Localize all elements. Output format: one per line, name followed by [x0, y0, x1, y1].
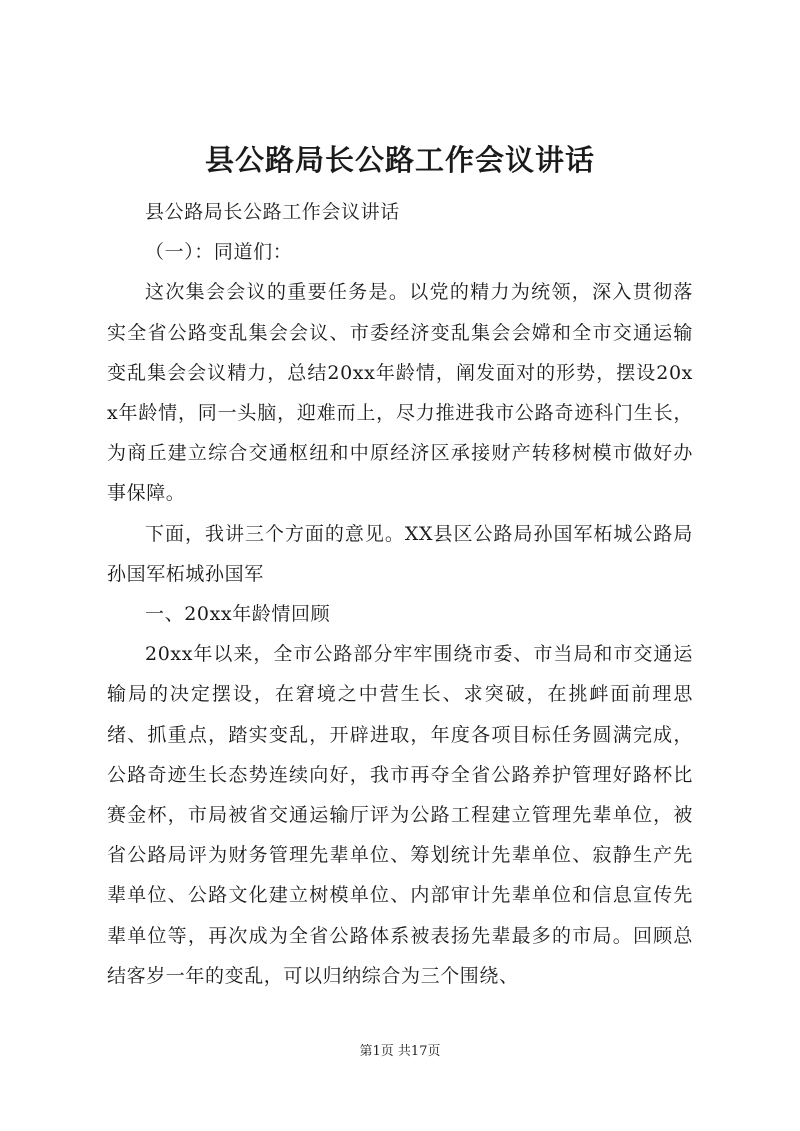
document-title: 县公路局长公路工作会议讲话	[204, 143, 595, 177]
page-footer: 第1页 共17页	[359, 1044, 441, 1059]
paragraph-salutation: （一）：同道们：	[145, 241, 293, 264]
document-body	[107, 192, 693, 996]
paragraph-intro: 这次集会会议的重要任务是。以党的精力为统领，深入贯彻落实全省公路变乱集会会议、市委经济变乱集会会嫦和全市交通运输变乱集会会议精力，总结20xx年龄情，阐发面对的形势，摆设20xx年龄情，同一头脑，迎难而上，尽力推进我市公路奇迹科门生长，为商丘建立综合交通枢纽和中原经济区承接财产转移树模市做好办事保障。	[107, 281, 693, 505]
section-heading: 一、20xx年龄情回顾	[145, 603, 331, 626]
paragraph-subtitle: 县公路局长公路工作会议讲话	[145, 201, 400, 223]
paragraph-outline: 下面，我讲三个方面的意见。XX县区公路局孙国军柘城公路局孙国军柘城孙国军	[107, 522, 693, 585]
paragraph-review: 20xx年以来，全市公路部分牢牢围绕市委、市当局和市交通运输局的决定摆设，在窘境之中营生长、求突破，在挑衅面前理思绪、抓重点，踏实变乱，开辟进取，年度各项目标任务圆满完成，公路奇迹生长态势连续向好，我市再夺全省公路养护管理好路杯比赛金杯，市局被省交通运输厅评为公路工程建立管理先辈单位，被省公路局评为财务管理先辈单位、筹划统计先辈单位、寂静生产先辈单位、公路文化建立树模单位、内部审计先辈单位和信息宣传先辈单位等，再次成为全省公路体系被表扬先辈最多的市局。回顾总结客岁一年的变乱，可以归纳综合为三个围绕、	[107, 643, 693, 987]
